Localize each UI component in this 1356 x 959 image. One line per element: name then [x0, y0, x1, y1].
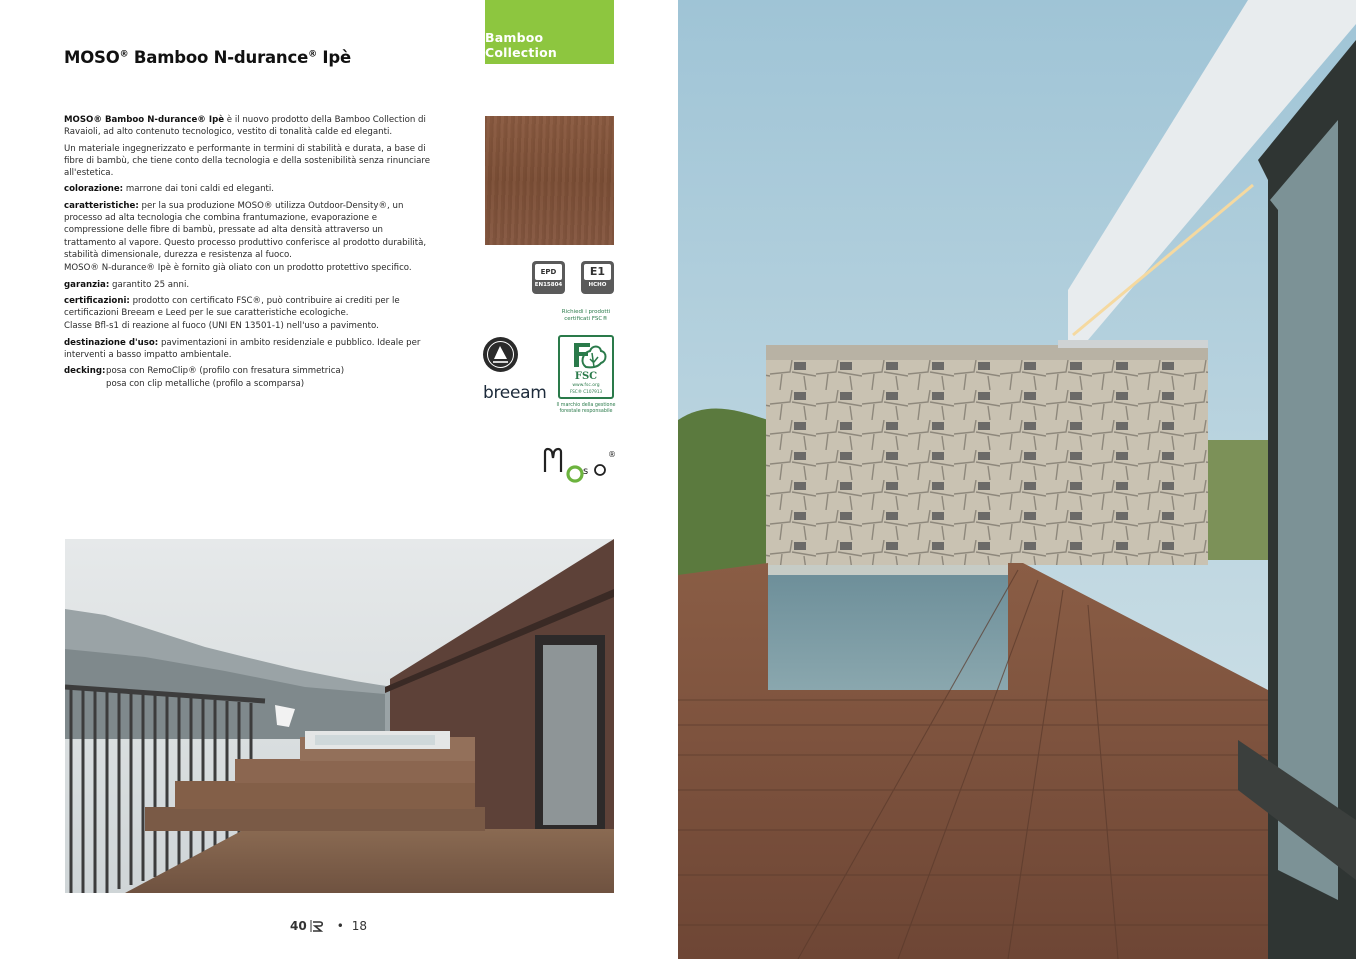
reg-mark: ®	[308, 49, 317, 60]
fsc-tree-icon	[560, 337, 612, 397]
svg-text:s: s	[583, 466, 589, 477]
reg-mark: ®	[119, 49, 129, 60]
breeam-seal-icon	[483, 337, 518, 372]
e1-badge-bottom: HCHO	[588, 282, 607, 288]
cert-paragraph	[64, 295, 436, 320]
features-value: per la sua produzione MOSO® utilizza Outdoor-Density®, un processo ad alta tecnologia che combina frantumazione, evaporazione e compressione delle fibre di bambù, pressate ad alta densità attraverso un trattamento al vapore. Questo processo produttivo conferisce al prodotto durabilità, stabilità dimensionale, durezza e resistenza al fuoco.	[64, 200, 427, 260]
intro-paragraph	[64, 114, 436, 139]
e1-badge-top: E1	[584, 264, 611, 280]
epd-badge-top: EPD	[535, 264, 562, 280]
title-end: Ipè	[316, 48, 351, 67]
warranty-value: garantito 25 anni.	[109, 279, 190, 290]
decking-line-1: posa con RemoClip® (profilo con fresatura simmetrica)	[106, 366, 345, 377]
ravaioli-r-icon	[310, 920, 324, 932]
color-value: marrone dai toni caldi ed eleganti.	[123, 184, 275, 195]
footer-bullet: •	[336, 919, 344, 933]
fire-class-paragraph: Classe Bfl-s1 di reazione al fuoco (UNI EN 13501-1) nell'uso a pavimento.	[64, 321, 379, 332]
title-mid: Bamboo N-durance	[128, 48, 309, 67]
warranty-label: garanzia:	[64, 279, 110, 290]
features-paragraph	[64, 200, 436, 261]
moso-reg: ®	[608, 450, 616, 459]
fsc-footer-note: Il marchio della gestione forestale responsabile	[556, 403, 616, 414]
fsc-note: Richiedi i prodotti certificati FSC®	[561, 309, 611, 322]
breeam-wordmark: breeam	[483, 383, 547, 403]
page-footer	[290, 919, 367, 933]
decking-label: decking:	[64, 366, 106, 377]
product-description	[64, 114, 436, 390]
cert-value: prodotto con certificato FSC®, può contribuire ai crediti per le certificazioni Breeam e Leed per le sue caratteristiche ecologiche.	[64, 295, 400, 319]
warranty-paragraph	[64, 279, 436, 291]
cert-label: certificazioni:	[64, 295, 130, 306]
color-paragraph	[64, 183, 436, 195]
fsc-site: www.fsc.org	[572, 383, 600, 388]
features-label: caratteristiche:	[64, 200, 139, 211]
epd-badge	[532, 261, 565, 294]
terrace-photo	[65, 539, 614, 893]
decking-line-2: posa con clip metalliche (profilo a scomparsa)	[106, 378, 305, 389]
color-swatch	[485, 116, 614, 245]
collection-tab	[485, 0, 614, 64]
page-title	[64, 48, 351, 67]
intro-rest: è il nuovo prodotto della Bamboo Collection di Ravaioli, ad alto contenuto tecnologico, vestito di tonalità calde ed eleganti.	[64, 115, 426, 138]
material-paragraph: Un materiale ingegnerizzato e performante in termini di stabilità e durata, a base di fibre di bambù, che tiene conto della tecnologia e della sostenibilità senza rinunciare all'estetica.	[64, 143, 431, 179]
intro-bold: MOSO® Bamboo N-durance® Ipè	[64, 115, 225, 125]
decking-row	[64, 365, 436, 390]
epd-badge-bottom: EN15804	[534, 282, 563, 288]
e1-badge	[581, 261, 614, 294]
fsc-logo	[558, 335, 614, 399]
title-brand: MOSO	[64, 48, 120, 67]
fsc-code: FSC® C107913	[569, 389, 603, 394]
moso-logo	[540, 440, 618, 488]
decking-options	[106, 365, 344, 390]
use-label: destinazione d'uso:	[64, 337, 159, 348]
use-value: pavimentazioni in ambito residenziale e pubblico. Ideale per interventi a basso impatto ambientale.	[64, 337, 421, 361]
oiled-paragraph: MOSO® N-durance® Ipè è fornito già oliato con un prodotto protettivo specifico.	[64, 263, 412, 274]
section-number: 18	[351, 919, 368, 933]
page-number: 40	[290, 919, 307, 933]
use-paragraph	[64, 337, 436, 362]
fsc-label: FSC	[574, 371, 598, 382]
collection-tab-label: Bamboo Collection	[485, 30, 557, 60]
color-label: colorazione:	[64, 184, 124, 195]
pool-deck-photo	[678, 0, 1356, 959]
